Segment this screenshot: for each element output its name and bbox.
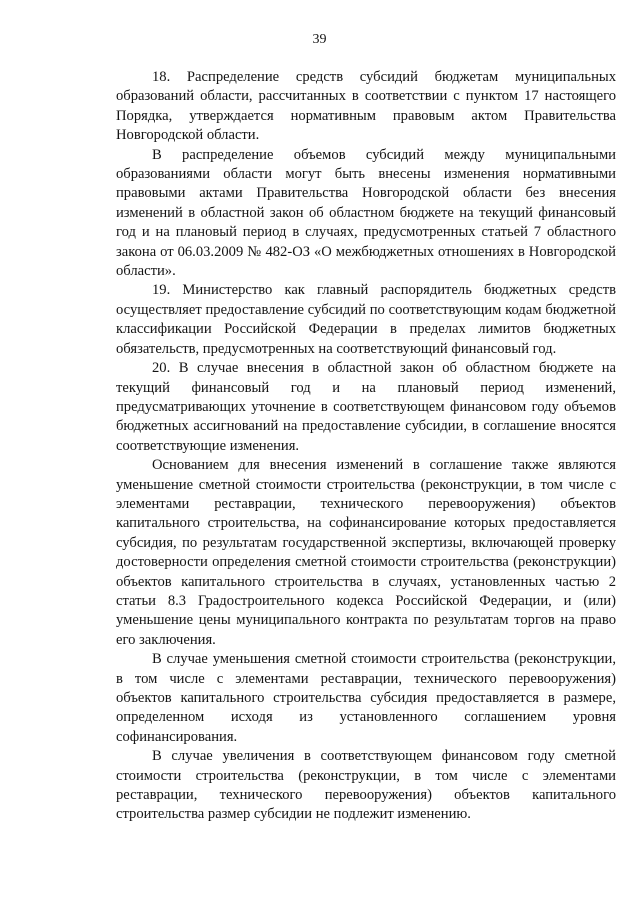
paragraph-cost-decrease: В случае уменьшения сметной стоимости строительства (реконструкции, в том числе с элементами реставрации, технического перевооружения) объектов капитального строительства субсидия предоставляется в размере, определенном исходя из установленного соглашением уровня софинансирования. — [116, 651, 616, 745]
page-number: 39 — [312, 32, 327, 47]
paragraph-distribution-changes: В распределение объемов субсидий между муниципальными образованиями области могут быть внесены изменения нормативными правовыми актами Правительства Новгородской области без внесения изменений в областной закон об областном бюджете на текущий финансовый год и на плановый период в случаях, предусмотренных статьей 7 областного закона от 06.03.2009 № 482-ОЗ «О межбюджетных отношениях в Новгородской области». — [116, 146, 616, 280]
document-body — [116, 68, 616, 825]
paragraph-20: 20. В случае внесения в областной закон об областном бюджете на текущий финансовый год и на плановый период изменений, предусматривающих уточнение в соответствующем финансовом году объемов бюджетных ассигнований на предоставление субсидии, в соглашение вносятся соответствующие изменения. — [116, 360, 616, 454]
paragraph-19: 19. Министерство как главный распорядитель бюджетных средств осуществляет предоставление субсидий по соответствующим кодам бюджетной классификации Российской Федерации в пределах лимитов бюджетных обязательств, предусмотренных на соответствующий финансовый год. — [116, 282, 616, 357]
paragraph-cost-increase: В случае увеличения в соответствующем финансовом году сметной стоимости строительства (реконструкции, в том числе с элементами реставрации, технического перевооружения) объектов капитального строительства размер субсидии не подлежит изменению. — [116, 748, 616, 823]
paragraph-18: 18. Распределение средств субсидий бюджетам муниципальных образований области, рассчитанных в соответствии с пунктом 17 настоящего Порядка, утверждается нормативным правовым актом Правительства Новгородской области. — [116, 69, 616, 144]
paragraph-grounds-for-changes: Основанием для внесения изменений в соглашение также являются уменьшение сметной стоимости строительства (реконструкции, в том числе с элементами реставрации, технического перевооружения) объектов капитального строительства, на софинансирование которых предоставляется субсидия, по результатам государственной экспертизы, включающей проверку достоверности определения сметной стоимости строительства (реконструкции) объектов капитального строительства в случаях, установленных частью 2 статьи 8.3 Градостроительного кодекса Российской Федерации, и (или) уменьшение цены муниципального контракта по результатам торгов на право его заключения. — [116, 457, 616, 648]
